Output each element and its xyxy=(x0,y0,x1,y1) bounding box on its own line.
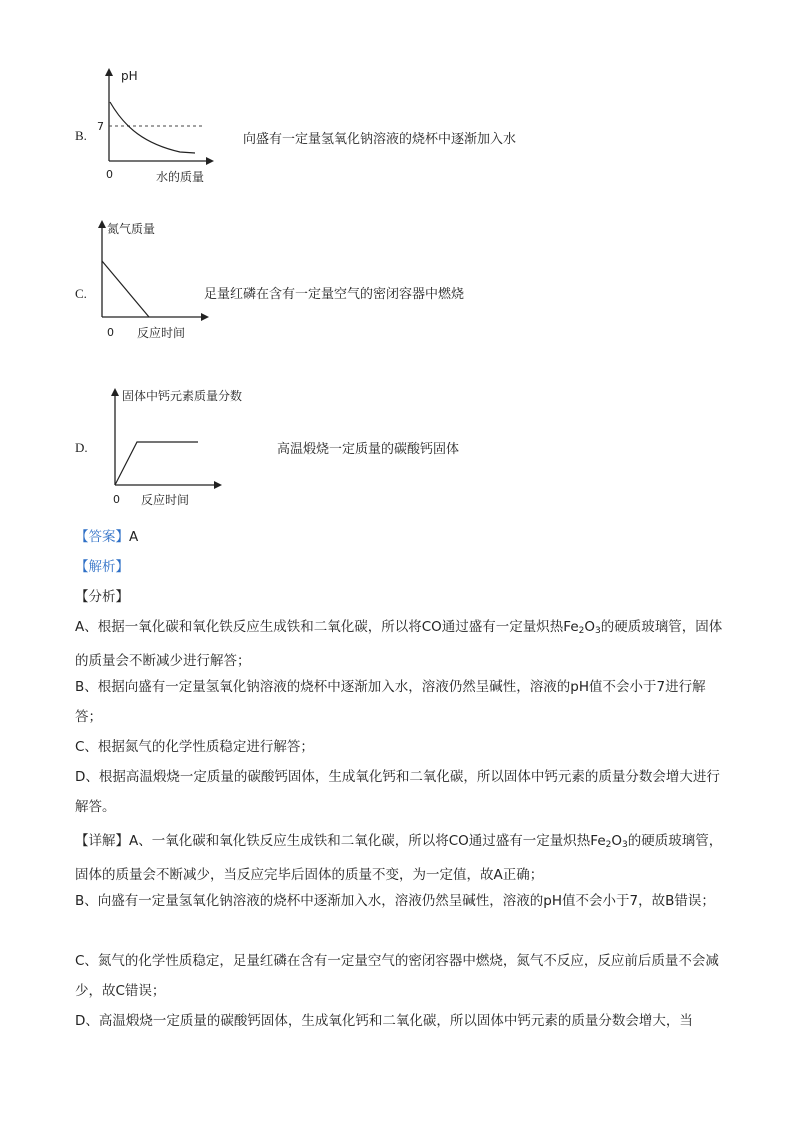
origin-label: 0 xyxy=(106,168,113,181)
xiangjie-c: C、氮气的化学性质稳定，足量红磷在含有一定量空气的密闭容器中燃烧，氮气不反应，反应前后质量不会减少，故C错误； xyxy=(75,953,719,999)
analysis-label-line xyxy=(75,552,725,582)
answer-value: A xyxy=(129,529,139,545)
y-axis-arrow xyxy=(111,388,119,396)
option-c-letter: C. xyxy=(75,286,87,301)
origin-label: 0 xyxy=(113,493,120,506)
nitrogen-line xyxy=(102,261,149,317)
option-d-description: 高温煅烧一定质量的碳酸钙固体 xyxy=(277,442,460,457)
answer-label: 【答案】 xyxy=(75,529,129,545)
xiangjie-a: 【详解】A、一氧化碳和氧化铁反应生成铁和二氧化碳，所以将CO通过盛有一定量炽热$Fe_2O_3$的硬质玻璃管，固体的质量会不断减少，当反应完毕后固体的质量不变，为一定值，故A正确； xyxy=(75,833,723,883)
option-b-description: 向盛有一定量氢氧化钠溶液的烧杯中逐渐加入水 xyxy=(243,132,517,147)
option-b-letter: B. xyxy=(75,128,87,143)
x-axis-arrow xyxy=(201,313,209,321)
y-axis-label: 固体中钙元素质量分数 xyxy=(122,389,243,403)
option-c-graph xyxy=(87,214,217,344)
option-c-description: 足量红磷在含有一定量空气的密闭容器中燃烧 xyxy=(204,287,465,302)
x-axis-label: 反应时间 xyxy=(141,493,190,507)
analysis-label: 【解析】 xyxy=(75,559,129,575)
answer-line xyxy=(75,522,725,552)
fenxi-c: C、根据氮气的化学性质稳定进行解答； xyxy=(75,739,314,755)
x-axis-label: 水的质量 xyxy=(156,170,205,184)
y-axis-arrow xyxy=(105,68,113,76)
fenxi-label-line xyxy=(75,582,725,612)
reference-label: 7 xyxy=(97,120,104,133)
xiangjie-b: B、向盛有一定量氢氧化钠溶液的烧杯中逐渐加入水，溶液仍然呈碱性，溶液的pH值不会小于7，故B错误； xyxy=(75,893,715,909)
option-d-graph xyxy=(100,380,280,510)
fenxi-d: D、根据高温煅烧一定质量的碳酸钙固体，生成氧化钙和二氧化碳，所以固体中钙元素的质量分数会增大进行解答。 xyxy=(75,769,720,815)
xiangjie-label: 【详解】 xyxy=(75,833,129,849)
origin-label: 0 xyxy=(107,326,114,339)
y-axis-arrow xyxy=(98,220,106,228)
x-axis-arrow xyxy=(206,157,214,165)
fenxi-a: A、根据一氧化碳和氧化铁反应生成铁和二氧化碳，所以将CO通过盛有一定量炽热$Fe_2O_3$的硬质玻璃管，固体的质量会不断减少进行解答； xyxy=(75,619,723,669)
option-b-graph xyxy=(95,66,225,186)
x-axis-arrow xyxy=(214,481,222,489)
fenxi-b: B、根据向盛有一定量氢氧化钠溶液的烧杯中逐渐加入水，溶液仍然呈碱性，溶液的pH值不会小于7进行解答； xyxy=(75,679,706,725)
fenxi-label: 【分析】 xyxy=(75,589,129,605)
option-d-letter: D. xyxy=(75,440,88,455)
ph-curve xyxy=(110,102,195,153)
calcium-fraction-line xyxy=(115,442,198,485)
y-axis-label: 氮气质量 xyxy=(107,222,156,236)
x-axis-label: 反应时间 xyxy=(137,326,186,340)
xiangjie-d: D、高温煅烧一定质量的碳酸钙固体，生成氧化钙和二氧化碳，所以固体中钙元素的质量分数会增大，当 xyxy=(75,1013,693,1029)
y-axis-label: pH xyxy=(121,69,138,83)
